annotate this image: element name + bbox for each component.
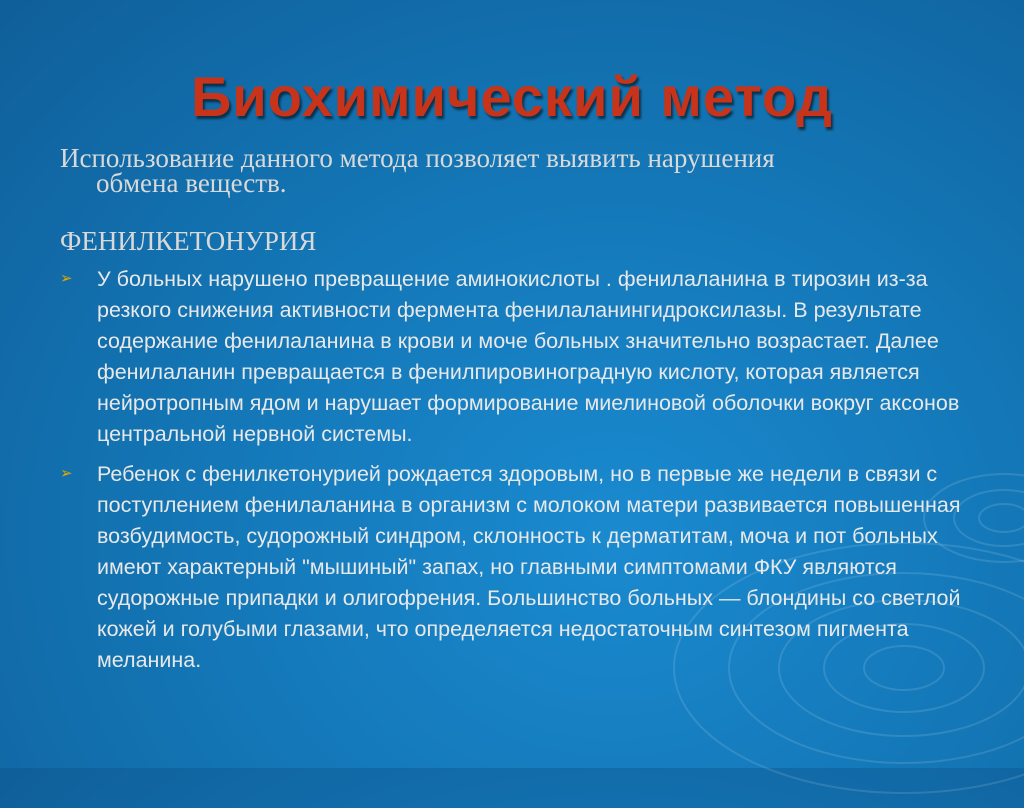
bullet-text: Ребенок с фенилкетонурией рождается здоровым, но в первые же недели в связи с поступлением фенилаланина в организм с молоком матери развивается повышенная возбудимость, судорожный синдром, склонность к дерматитам, моча и пот больных имеют характерный "мышиный" запах, но главными симптомами ФКУ являются судорожные припадки и олигофрения. Большинство больных — блондины со светлой кожей и голубыми глазами, что определяется недостаточным синтезом пигмента меланина. <box>97 462 961 672</box>
arrow-bullet-icon: ➢ <box>60 464 73 482</box>
section-heading: ФЕНИЛКЕТОНУРИЯ <box>60 226 317 256</box>
arrow-bullet-icon: ➢ <box>60 269 73 287</box>
slide-title: Биохимический метод <box>191 65 833 128</box>
subtitle-line-1: Использование данного метода позволяет выявить нарушения <box>60 143 775 173</box>
bullet-item <box>60 459 970 676</box>
bullet-list <box>60 264 970 685</box>
bullet-text: У больных нарушено превращение аминокислоты . фенилаланина в тирозин из-за резкого снижения активности фермента фенилаланингидроксилазы. В результате содержание фенилаланина в крови и моче больных значительно возрастает. Далее фенилаланин превращается в фенилпировиноградную кислоту, которая является нейротропным ядом и нарушает формирование миелиновой оболочки вокруг аксонов центральной нервной системы. <box>97 267 960 446</box>
subtitle-line-2: обмена веществ. <box>96 168 287 198</box>
slide-subtitle <box>60 143 960 198</box>
bullet-item <box>60 264 970 450</box>
